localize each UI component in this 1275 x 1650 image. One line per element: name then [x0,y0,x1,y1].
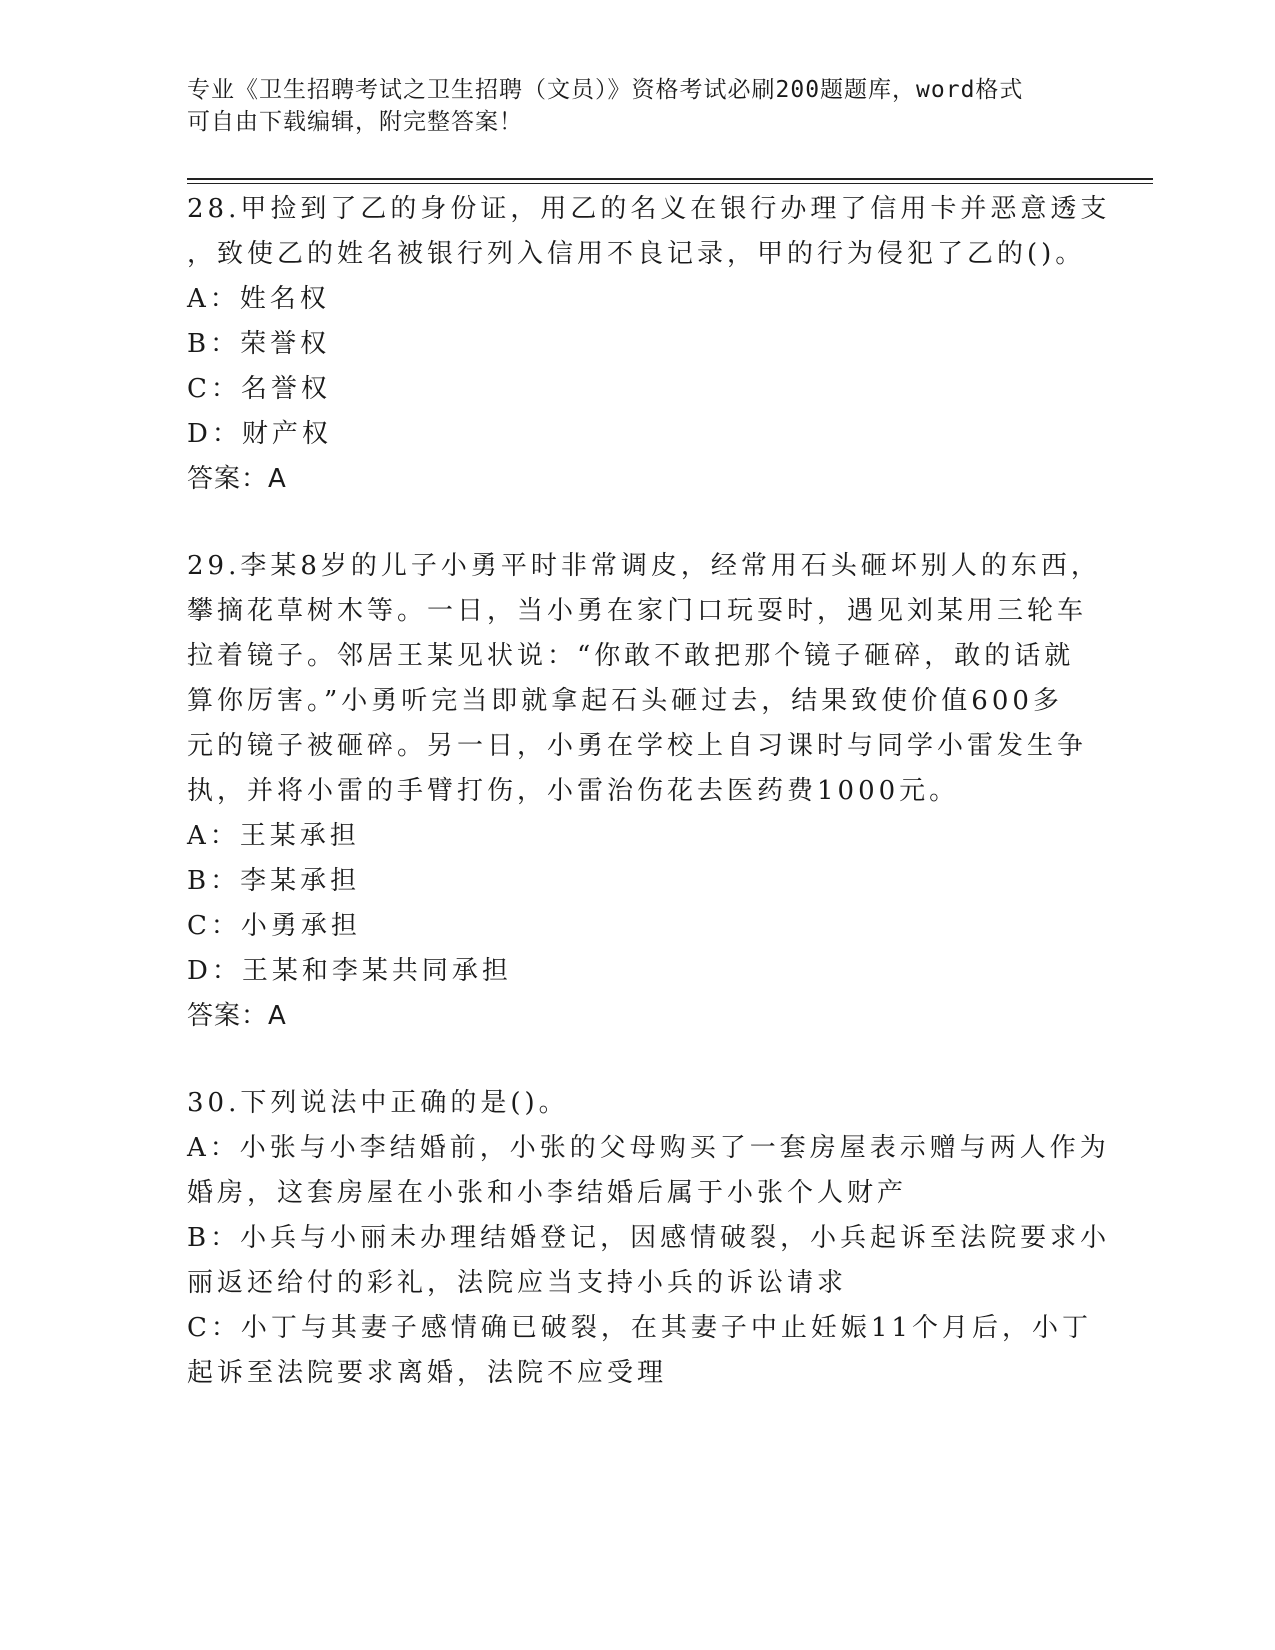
question-text-line: 28.甲捡到了乙的身份证，用乙的名义在银行办理了信用卡并恶意透支 [187,194,1111,224]
option-a-continued: 婚房，这套房屋在小张和小李结婚后属于小张个人财产 [187,1178,908,1208]
option-c: C：小丁与其妻子感情确已破裂，在其妻子中止妊娠11个月后，小丁 [187,1313,1092,1343]
question-text-line: 执，并将小雷的手臂打伤，小雷治伤花去医药费1000元。 [187,776,960,806]
question-text-line: 拉着镜子。邻居王某见状说：“你敢不敢把那个镜子砸碎，敢的话就 [187,641,1075,671]
option-b: B：荣誉权 [187,329,331,359]
option-a: A：姓名权 [187,284,330,314]
document-header [187,74,1067,138]
question-text-line: 30.下列说法中正确的是()。 [187,1088,569,1118]
question-text-line: 元的镜子被砸碎。另一日，小勇在学校上自习课时与同学小雷发生争 [187,731,1088,761]
option-b: B：李某承担 [187,866,361,896]
option-c: C：名誉权 [187,374,331,404]
header-title-line-2: 可自由下载编辑，附完整答案！ [187,109,523,135]
answer-line: 答案：A [187,1001,287,1031]
header-rule-thick [187,178,1153,180]
option-b: B：小兵与小丽未办理结婚登记，因感情破裂，小兵起诉至法院要求小 [187,1223,1111,1253]
option-c: C：小勇承担 [187,911,361,941]
header-rule-thin [187,183,1153,184]
question-30 [187,1081,1111,1396]
question-text-line: 29.李某8岁的儿子小勇平时非常调皮，经常用石头砸坏别人的东西， [187,551,1101,581]
question-text-line: 攀摘花草树木等。一日，当小勇在家门口玩耍时，遇见刘某用三轮车 [187,596,1088,626]
question-text-line: ，致使乙的姓名被银行列入信用不良记录，甲的行为侵犯了乙的()。 [187,239,1086,269]
answer-line: 答案：A [187,464,287,494]
question-list [187,187,1111,1396]
question-text-line: 算你厉害。”小勇听完当即就拿起石头砸过去，结果致使价值600多 [187,686,1063,716]
option-b-continued: 丽返还给付的彩礼，法院应当支持小兵的诉讼请求 [187,1268,848,1298]
option-a: A：王某承担 [187,821,360,851]
option-d: D：财产权 [187,419,332,449]
question-spacer [187,502,1087,544]
option-a: A：小张与小李结婚前，小张的父母购买了一套房屋表示赠与两人作为 [187,1133,1110,1163]
option-c-continued: 起诉至法院要求离婚，法院不应受理 [187,1358,668,1388]
question-28 [187,187,1111,502]
option-d: D：王某和李某共同承担 [187,956,512,986]
question-spacer [187,1039,1087,1081]
header-title-line-1: 专业《卫生招聘考试之卫生招聘（文员）》资格考试必刷200题题库，word格式 [187,77,1024,103]
question-29 [187,544,1101,1039]
